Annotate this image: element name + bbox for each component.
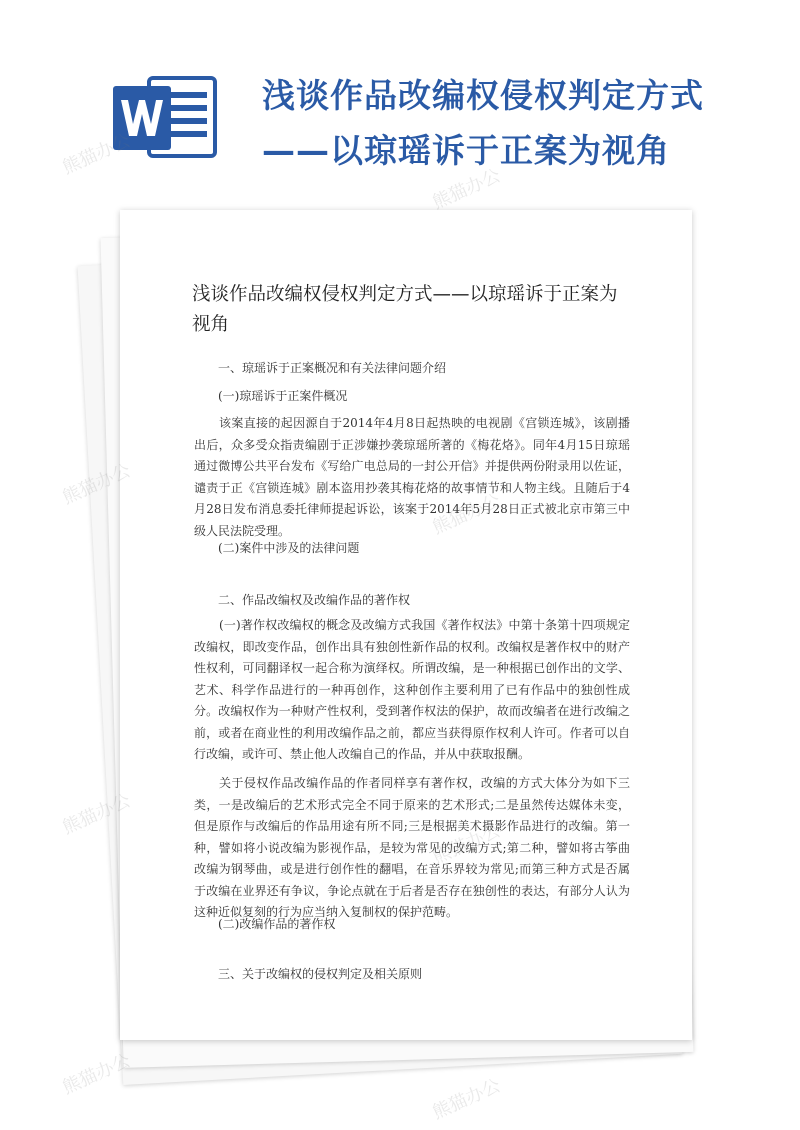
watermark: 熊猫办公	[59, 790, 134, 839]
section-heading-2: 二、作品改编权及改编作品的著作权	[218, 593, 411, 607]
section-heading-3: 三、关于改编权的侵权判定及相关原则	[218, 967, 423, 981]
document-page	[120, 210, 692, 1040]
watermark: 熊猫办公	[429, 165, 504, 214]
paragraph-adaptation-right: (一)著作权改编权的概念及改编方式我国《著作权法》中第十条第十四项规定改编权，即改变作品，创作出具有独创性新作品的权利。改编权是著作权中的财产性权利，可同翻译权一起合称为演绎权。所谓改编，是一种根据已创作出的文学、艺术、科学作品进行的一种再创作，这种创作主要利用了已有作品中的独创性成分。改编权作为一种财产性权利，受到著作权法的保护，故而改编者在进行改编之前，或者在商业性的利用改编作品之前，都应当获得原作权利人许可。作者可以自行改编，或许可、禁止他人改编自己的作品，并从中获取报酬。	[194, 618, 630, 761]
header-title-line-1: 浅谈作品改编权侵权判定方式	[262, 76, 704, 115]
watermark: 熊猫办公	[59, 1050, 134, 1099]
watermark: 熊猫办公	[429, 1075, 504, 1124]
header-title-line-2: ——以琼瑶诉于正案为视角	[262, 131, 670, 170]
section-heading-1: 一、琼瑶诉于正案概况和有关法律问题介绍	[218, 361, 447, 375]
word-doc-icon	[113, 72, 217, 162]
watermark: 熊猫办公	[59, 130, 134, 179]
paragraph-adaptation-methods: 关于侵权作品改编作品的作者同样享有著作权，改编的方式大体分为如下三类，一是改编后的艺术形式完全不同于原来的艺术形式;二是虽然传达媒体未变，但是原作与改编后的作品用途有所不同;三是根据美术摄影作品进行的改编。第一种，譬如将小说改编为影视作品，是较为常见的改编方式;第二种，譬如将古筝曲改编为钢琴曲，或是进行创作性的翻唱，在音乐界较为常见;而第三种方式是否属于改编在业界还有争议，争论点就在于后者是否存在独创性的表达，有部分人认为这种近似复刻的行为应当纳入复制权的保护范畴。	[194, 776, 630, 919]
subsection-heading-1-1: (一)琼瑶诉于正案件概况	[218, 389, 348, 403]
header	[0, 0, 800, 200]
document-title: 浅谈作品改编权侵权判定方式——以琼瑶诉于正案为视角	[192, 284, 618, 335]
subsection-heading-1-2: (二)案件中涉及的法律问题	[218, 541, 360, 555]
paragraph-case-overview: 该案直接的起因源自于2014年4月8日起热映的电视剧《宫锁连城》，该剧播出后，众多受众指责编剧于正涉嫌抄袭琼瑶所著的《梅花烙》。同年4月15日琼瑶通过微博公共平台发布《写给广电总局的一封公开信》并提供两份附录用以佐证，谴责于正《宫锁连城》剧本盗用抄袭其梅花烙的故事情节和人物主线。且随后于4月28日发布消息委托律师提起诉讼，该案于2014年5月28日正式被北京市第三中级人民法院受理。	[194, 416, 630, 538]
subsection-heading-2-2: (二)改编作品的著作权	[218, 917, 336, 931]
